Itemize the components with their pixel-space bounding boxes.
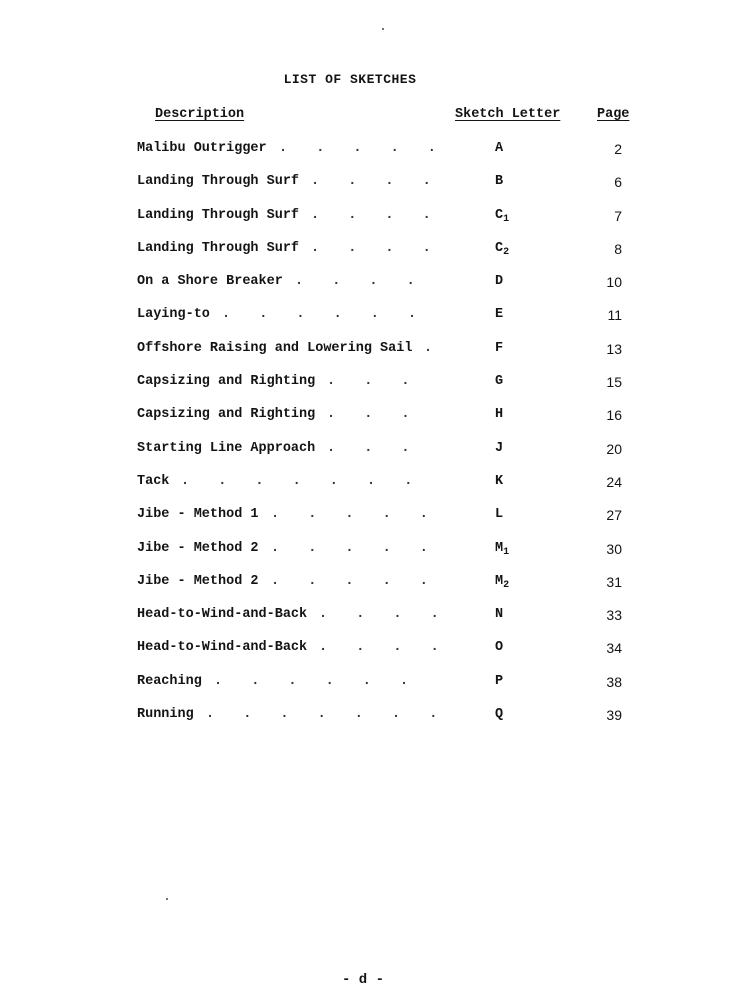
- sketch-letter: [495, 640, 503, 655]
- table-row: [0, 166, 740, 199]
- leader-dots: . . . . . . .: [181, 473, 418, 489]
- table-row: [0, 666, 740, 699]
- sketch-letter-main: N: [495, 607, 504, 623]
- sketch-letter: [495, 407, 503, 422]
- sketch-letter: [495, 274, 503, 289]
- column-header-description: Description: [155, 107, 245, 122]
- page-number: 27: [606, 507, 622, 524]
- sketch-letter-main: K: [495, 473, 504, 489]
- sketch-letter-main: O: [495, 640, 504, 656]
- sketch-description: Landing Through Surf: [137, 174, 300, 190]
- leader-dots: . . . .: [311, 207, 436, 223]
- table-row: [0, 632, 740, 665]
- sketch-letter: [495, 441, 503, 456]
- page-number: 11: [607, 307, 622, 324]
- sketch-description: On a Shore Breaker: [137, 274, 283, 290]
- leader-dots: . . . .: [311, 240, 436, 256]
- leader-dots: . . . .: [319, 607, 444, 623]
- leader-dots: . . . . . . .: [206, 707, 443, 723]
- sketch-letter: [495, 507, 503, 522]
- sketch-letter: [495, 674, 503, 689]
- sketch-description: Capsizing and Righting: [137, 374, 316, 390]
- sketch-letter: [495, 474, 503, 489]
- table-row: [0, 433, 740, 466]
- leader-dots: . . . .: [295, 274, 420, 290]
- sketch-letter: [495, 341, 503, 356]
- table-row: [0, 266, 740, 299]
- column-header-page: Page: [597, 107, 630, 122]
- table-row: [0, 499, 740, 532]
- sketch-letter-main: G: [495, 374, 504, 390]
- sketch-letter-main: F: [495, 340, 504, 356]
- sketch-description: Tack: [137, 473, 170, 489]
- page-number: 20: [606, 440, 622, 457]
- sketch-letter-subscript: 2: [503, 579, 510, 591]
- page-number: 7: [614, 207, 622, 224]
- sketch-list: [0, 133, 740, 732]
- sketch-description: Landing Through Surf: [137, 207, 300, 223]
- sketch-letter-main: J: [495, 440, 504, 456]
- sketch-letter: [495, 541, 509, 558]
- leader-dots: . . . . . .: [214, 673, 414, 689]
- page-number: 2: [614, 141, 622, 157]
- sketch-letter-main: P: [495, 673, 504, 689]
- sketch-letter: [495, 574, 509, 591]
- leader-dots: . . . . .: [271, 573, 434, 589]
- table-row: [0, 599, 740, 632]
- sketch-description: Head-to-Wind-and-Back: [137, 607, 308, 623]
- paper-speck: [166, 898, 168, 900]
- sketch-letter-main: Q: [495, 707, 504, 723]
- page-number: 8: [614, 240, 622, 257]
- table-row: [0, 699, 740, 732]
- sketch-description: Landing Through Surf: [137, 240, 300, 256]
- paper-speck: [382, 28, 384, 30]
- table-row: [0, 333, 740, 366]
- sketch-description: Malibu Outrigger: [137, 141, 267, 156]
- column-header-sketch-letter: Sketch Letter: [455, 107, 561, 122]
- sketch-description: Running: [137, 707, 194, 723]
- sketch-letter: [495, 141, 503, 156]
- leader-dots: . . .: [327, 374, 415, 390]
- table-row: [0, 466, 740, 499]
- leader-dots: . . .: [327, 440, 415, 456]
- table-row: [0, 366, 740, 399]
- leader-dots: . . . . .: [271, 540, 434, 556]
- sketch-description: Reaching: [137, 673, 202, 689]
- table-row: [0, 399, 740, 432]
- sketch-letter: [495, 174, 503, 189]
- page-number: 13: [606, 340, 622, 357]
- sketch-letter-subscript: 2: [503, 246, 510, 258]
- page-number: 38: [606, 673, 622, 690]
- table-row: [0, 200, 740, 233]
- page-number: 31: [606, 573, 622, 590]
- sketch-description: Jibe - Method 2: [137, 573, 259, 589]
- sketch-description: Capsizing and Righting: [137, 407, 316, 423]
- sketch-letter-main: E: [495, 307, 504, 323]
- sketch-description: Head-to-Wind-and-Back: [137, 640, 308, 656]
- sketch-description: Starting Line Approach: [137, 440, 316, 456]
- page-number-footer: - d -: [341, 972, 384, 988]
- table-row: [0, 133, 740, 166]
- sketch-description: Laying-to: [137, 307, 210, 323]
- page-number: 34: [606, 640, 622, 657]
- table-row: [0, 566, 740, 599]
- sketch-letter-main: C: [495, 240, 504, 256]
- sketch-letter: [495, 374, 503, 389]
- sketch-letter-subscript: 1: [503, 213, 510, 225]
- table-row: [0, 299, 740, 332]
- leader-dots: . . .: [327, 407, 415, 423]
- sketch-letter-main: H: [495, 407, 504, 423]
- sketch-letter-main: M: [495, 540, 504, 556]
- sketch-description: Offshore Raising and Lowering Sail: [137, 340, 413, 356]
- leader-dots: . . . .: [311, 174, 436, 190]
- sketch-letter-main: L: [495, 507, 504, 523]
- sketch-letter: [495, 707, 503, 722]
- sketch-letter: [495, 607, 503, 622]
- sketch-letter: [495, 208, 509, 225]
- leader-dots: . . . . .: [271, 507, 434, 523]
- sketch-letter-main: D: [495, 274, 504, 290]
- page-number: 24: [606, 473, 622, 490]
- page-number: 33: [606, 607, 622, 624]
- sketch-letter: [495, 241, 509, 258]
- table-row: [0, 533, 740, 566]
- page-number: 16: [606, 407, 622, 424]
- leader-dots: . . . . .: [279, 141, 442, 156]
- sketch-letter-main: M: [495, 573, 504, 589]
- leader-dots: . . . .: [319, 640, 444, 656]
- sketch-letter-main: B: [495, 174, 504, 190]
- page-number: 10: [606, 274, 622, 291]
- sketch-description: Jibe - Method 1: [137, 507, 259, 523]
- leader-dots: . . . . . .: [222, 307, 422, 323]
- page-title: LIST OF SKETCHES: [283, 72, 417, 87]
- sketch-letter-main: C: [495, 207, 504, 223]
- sketch-letter-subscript: 1: [503, 546, 510, 558]
- table-row: [0, 233, 740, 266]
- page-number: 6: [614, 174, 622, 191]
- leader-dots: .: [424, 340, 438, 356]
- sketch-letter: [495, 307, 503, 322]
- page-number: 39: [606, 707, 622, 724]
- page-number: 15: [606, 374, 622, 391]
- sketch-description: Jibe - Method 2: [137, 540, 259, 556]
- sketch-letter-main: A: [495, 141, 504, 156]
- page-number: 30: [606, 540, 622, 557]
